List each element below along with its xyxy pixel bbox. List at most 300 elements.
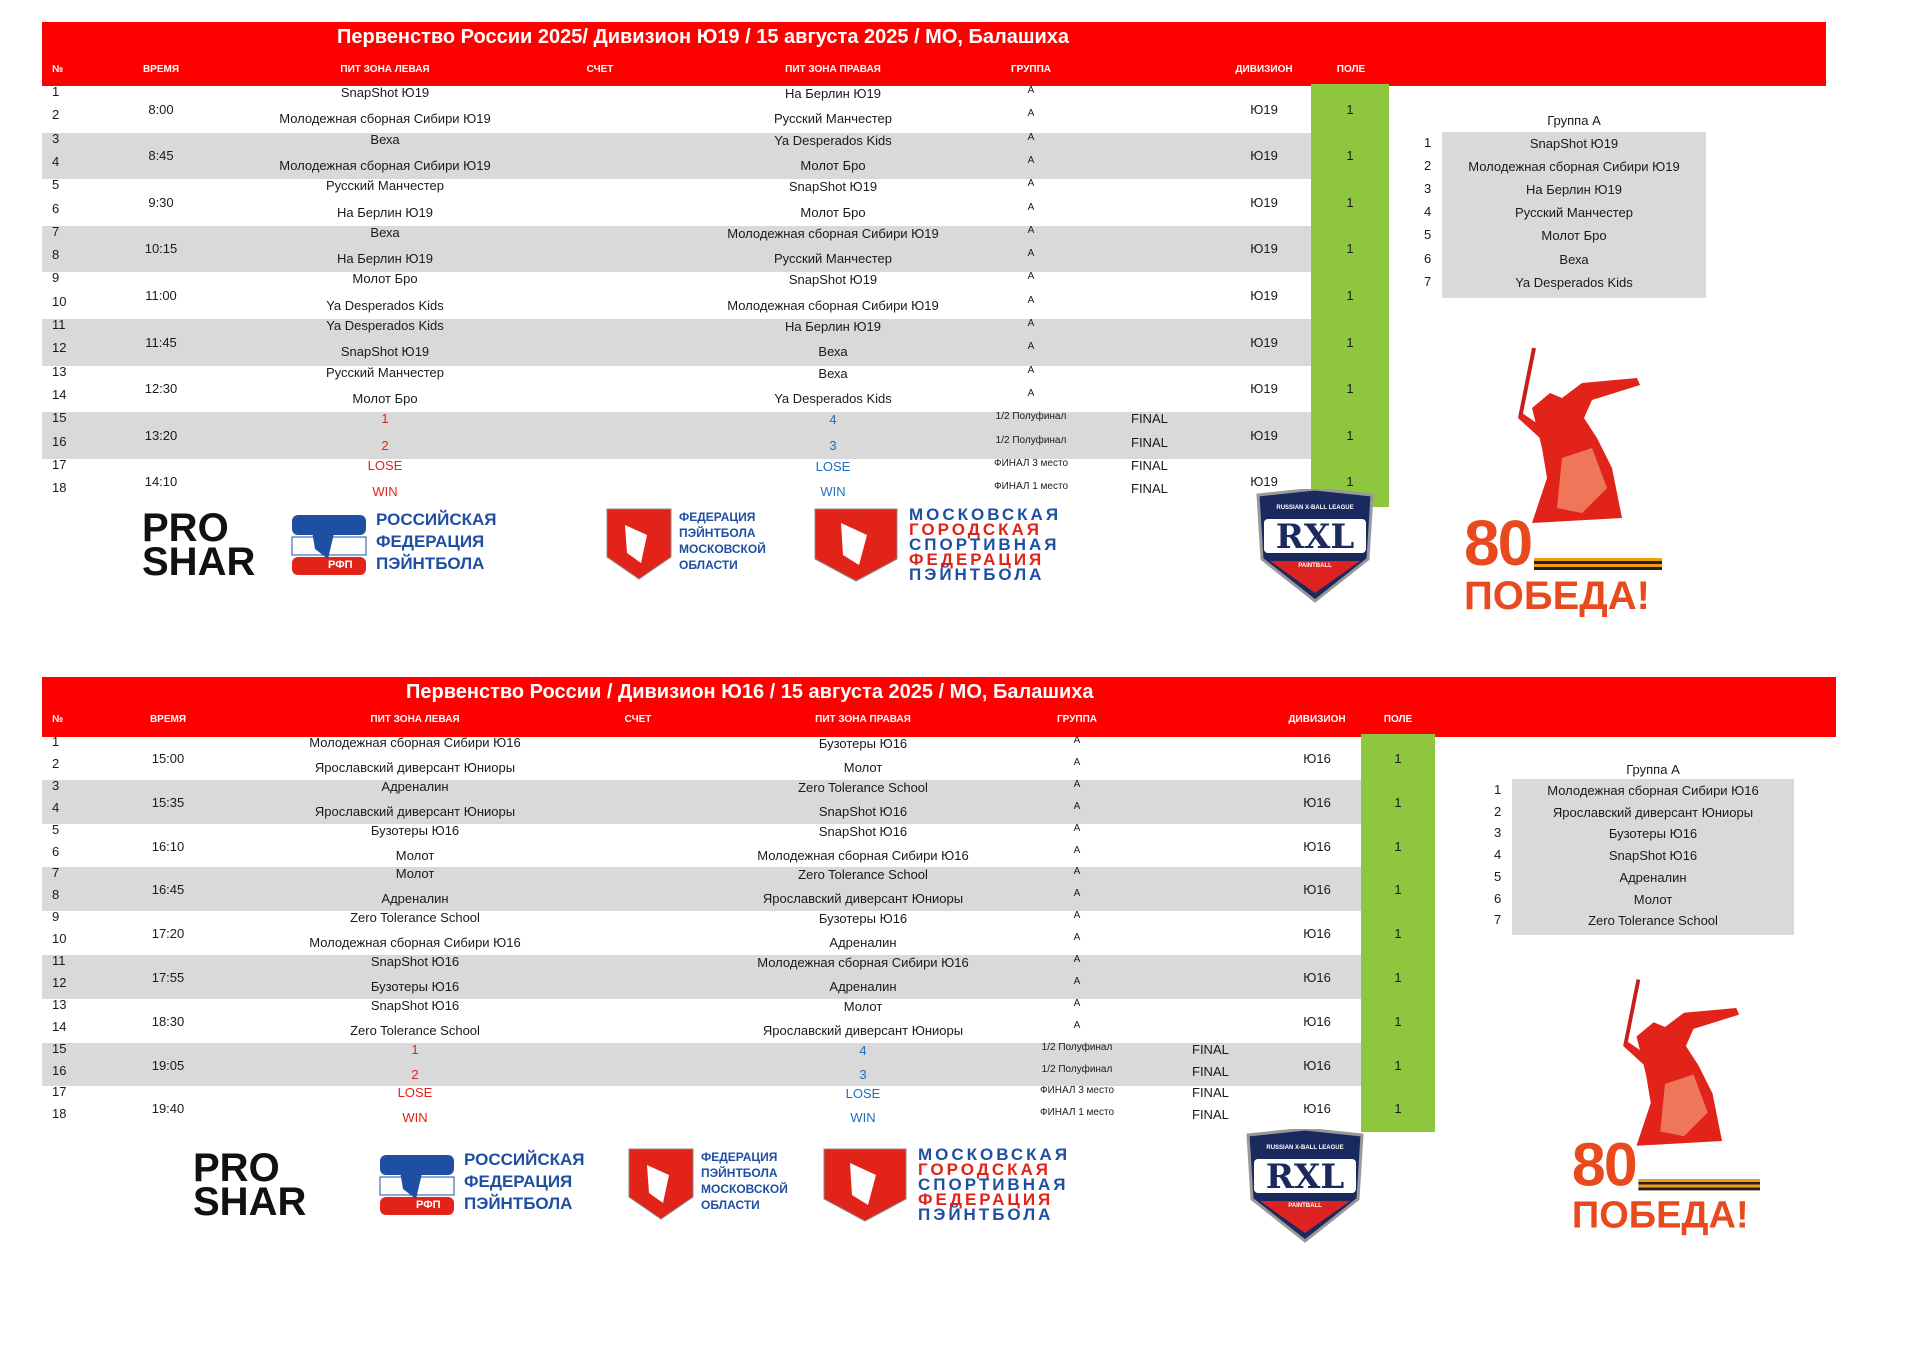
team-right: LOSE: [845, 1086, 881, 1102]
team-left: Молодежная сборная Сибири Ю19: [279, 111, 491, 127]
group-team-name: SnapShot Ю16: [1608, 848, 1698, 864]
group-label: A: [1027, 387, 1035, 399]
field-number: 1: [1394, 1013, 1402, 1029]
match-time: 16:10: [151, 838, 185, 854]
row-number: 10: [52, 931, 67, 947]
team-right: Молот Бро: [800, 157, 866, 173]
group-label: A: [1027, 224, 1035, 236]
team-right: Ярославский диверсант Юниоры: [762, 891, 964, 907]
moscow-line2: ГОРОДСКАЯ: [918, 1160, 1052, 1179]
team-right: Адреналин: [829, 935, 897, 951]
group-team-name: Молодежная сборная Сибири Ю16: [1547, 783, 1759, 798]
mo-line4: ОБЛАСТИ: [701, 1198, 760, 1212]
column-header-division: ДИВИЗИОН: [1288, 714, 1346, 725]
match-time: 11:00: [145, 288, 177, 304]
team-left: Русский Манчестер: [325, 178, 445, 194]
row-number: 3: [52, 130, 60, 146]
group-label: ФИНАЛ 1 место: [1039, 1107, 1115, 1119]
team-right: SnapShot Ю16: [818, 823, 908, 839]
rfp-line3: ПЭЙНТБОЛА: [376, 554, 485, 573]
group-team-name: Ya Desperados Kids: [1515, 274, 1633, 290]
match-time: 12:30: [144, 381, 178, 397]
match-time: 19:40: [151, 1101, 185, 1117]
team-left: Адреналин: [381, 891, 449, 907]
row-number: 12: [52, 340, 67, 356]
match-time: 17:55: [151, 969, 185, 985]
row-number: 8: [52, 247, 60, 263]
mo-federation-name: [701, 1149, 788, 1213]
team-right: 3: [859, 1066, 867, 1082]
row-number: 13: [52, 363, 67, 379]
victory-word: ПОБЕДА!: [1571, 1194, 1749, 1236]
group-team-name: Zero Tolerance School: [1588, 913, 1718, 929]
group-label: 1/2 Полуфинал: [995, 434, 1067, 446]
row-number: 9: [52, 270, 60, 286]
group-team-number: 5: [1494, 868, 1502, 884]
team-right: 4: [829, 412, 837, 428]
row-number: 15: [52, 410, 67, 426]
rxl-main: RXL: [1265, 1157, 1345, 1197]
team-left: Молот Бро: [352, 390, 418, 406]
moscow-line1: МОСКОВСКАЯ: [918, 1145, 1071, 1164]
group-label: 1/2 Полуфинал: [1041, 1063, 1113, 1075]
team-left: LOSE: [367, 457, 403, 473]
mo-line1: ФЕДЕРАЦИЯ: [679, 510, 756, 524]
row-number: 7: [52, 865, 60, 881]
match-time: 15:35: [151, 794, 185, 810]
rfp-badge: РФП: [328, 559, 353, 571]
row-number: 1: [52, 84, 60, 99]
match-time: 19:05: [151, 1057, 185, 1073]
match-division: Ю16: [1303, 750, 1331, 766]
group-label: A: [1027, 85, 1035, 96]
team-right: Веха: [818, 365, 848, 381]
group-label: A: [1073, 822, 1081, 834]
rxl-bottom: PAINTBALL: [1298, 563, 1332, 569]
row-number: 5: [52, 177, 60, 193]
row-number: 17: [52, 456, 67, 472]
match-division: Ю19: [1250, 381, 1278, 397]
match-time: 15:00: [151, 750, 185, 766]
field-number: 1: [1394, 794, 1402, 810]
row-number: 18: [52, 480, 67, 496]
match-division: Ю16: [1303, 1057, 1331, 1073]
final-label: FINAL: [1131, 434, 1168, 450]
team-right: Молодежная сборная Сибири Ю16: [757, 955, 969, 970]
field-number: 1: [1394, 882, 1402, 898]
rxl-bottom: PAINTBALL: [1288, 1203, 1322, 1209]
final-label: FINAL: [1192, 1107, 1229, 1123]
team-right: 4: [859, 1042, 867, 1058]
group-label: A: [1027, 341, 1035, 353]
team-right: Ya Desperados Kids: [774, 390, 892, 406]
team-right: WIN: [820, 484, 846, 500]
group-label: A: [1027, 131, 1035, 143]
final-label: FINAL: [1131, 481, 1168, 497]
group-label: A: [1073, 997, 1081, 1009]
rfp-line1: РОССИЙСКАЯ: [464, 1150, 585, 1169]
moscow-federation-logo: [822, 1145, 1071, 1228]
team-left: Молодежная сборная Сибири Ю19: [279, 157, 491, 173]
team-left: Веха: [370, 224, 400, 240]
row-number: 2: [52, 107, 60, 123]
field-number: 1: [1394, 838, 1402, 854]
proshar-line2: SHAR: [142, 540, 256, 584]
row-number: 1: [52, 734, 60, 749]
victory-number: 80: [1464, 507, 1532, 579]
column-header-score: СЧЕТ: [586, 64, 614, 75]
group-label: A: [1027, 154, 1035, 166]
field-number: 1: [1346, 334, 1354, 350]
group-label: A: [1073, 844, 1081, 856]
page-title: Первенство России 2025/ Дивизион Ю19 / 15 августа 2025 / МО, Балашиха: [337, 26, 1070, 48]
group-team-number: 6: [1494, 890, 1502, 906]
group-label: A: [1027, 108, 1035, 120]
team-right: Адреналин: [829, 978, 897, 994]
match-division: Ю16: [1303, 838, 1331, 854]
group-label: ФИНАЛ 3 место: [1039, 1085, 1115, 1097]
group-label: A: [1027, 364, 1035, 376]
row-number: 10: [52, 293, 67, 309]
row-number: 6: [52, 843, 60, 859]
mo-line2: ПЭЙНТБОЛА: [679, 526, 756, 540]
match-band: [42, 1040, 1361, 1087]
match-division: Ю19: [1250, 288, 1278, 304]
row-number: 16: [52, 433, 67, 449]
motherland-statue-icon: [1570, 970, 1770, 1151]
row-number: 7: [52, 223, 60, 239]
final-label: FINAL: [1192, 1041, 1229, 1057]
group-team-number: 7: [1424, 273, 1432, 289]
team-left: 2: [411, 1066, 419, 1082]
group-team-number: 1: [1424, 135, 1432, 150]
field-number: 1: [1346, 241, 1354, 257]
team-right: SnapShot Ю19: [788, 272, 878, 288]
match-division: Ю16: [1303, 926, 1331, 942]
group-label: A: [1027, 318, 1035, 329]
row-number: 12: [52, 974, 67, 990]
row-number: 4: [52, 153, 60, 169]
team-left: LOSE: [397, 1085, 433, 1101]
mo-line2: ПЭЙНТБОЛА: [701, 1166, 778, 1180]
group-label: A: [1027, 178, 1035, 190]
column-header-field: ПОЛЕ: [1383, 714, 1413, 725]
row-number: 11: [52, 953, 66, 968]
victory-80-logo: [1570, 970, 1770, 1246]
row-number: 18: [52, 1106, 67, 1122]
moscow-line1: МОСКОВСКАЯ: [909, 505, 1062, 524]
group-label: A: [1027, 248, 1035, 260]
match-band: [42, 867, 1361, 911]
column-header-field: ПОЛЕ: [1336, 64, 1366, 75]
group-team-name: Русский Манчестер: [1514, 205, 1634, 221]
page-title: Первенство России / Дивизион Ю16 / 15 августа 2025 / МО, Балашиха: [406, 681, 1094, 703]
team-right: Ya Desperados Kids: [774, 132, 892, 148]
group-label: ФИНАЛ 3 место: [993, 457, 1069, 469]
match-division: Ю19: [1250, 427, 1278, 443]
match-time: 10:15: [144, 241, 178, 257]
final-label: FINAL: [1131, 411, 1168, 427]
column-header-left: ПИТ ЗОНА ЛЕВАЯ: [370, 714, 460, 725]
group-label: A: [1073, 735, 1081, 746]
group-team-number: 7: [1494, 912, 1502, 928]
field-number: 1: [1346, 101, 1354, 117]
final-label: FINAL: [1131, 457, 1168, 473]
rfp-line3: ПЭЙНТБОЛА: [464, 1194, 573, 1213]
group-team-number: 3: [1424, 181, 1432, 197]
match-time: 8:00: [148, 101, 174, 117]
team-right: Zero Tolerance School: [798, 779, 928, 795]
rfp-line1: РОССИЙСКАЯ: [376, 510, 497, 529]
team-left: Ярославский диверсант Юниоры: [314, 803, 516, 819]
match-time: 11:45: [145, 334, 177, 350]
match-band: [42, 955, 1361, 999]
match-division: Ю19: [1250, 194, 1278, 210]
team-left: Русский Манчестер: [325, 364, 445, 380]
column-header-time: ВРЕМЯ: [142, 64, 180, 75]
column-header-score: СЧЕТ: [624, 714, 652, 725]
team-left: Ya Desperados Kids: [326, 318, 444, 333]
final-label: FINAL: [1192, 1063, 1229, 1079]
team-right: Молот: [843, 759, 883, 775]
moscow-line3: СПОРТИВНАЯ: [909, 535, 1060, 554]
team-left: Молот Бро: [352, 271, 418, 287]
mo-shield-icon: [627, 1147, 695, 1221]
group-team-number: 4: [1424, 204, 1432, 220]
field-number: 1: [1346, 381, 1354, 397]
group-title: Группа А: [1547, 113, 1601, 128]
row-number: 2: [52, 755, 60, 771]
team-right: Веха: [818, 344, 848, 360]
moscow-line3: СПОРТИВНАЯ: [918, 1175, 1069, 1194]
column-header-right: ПИТ ЗОНА ПРАВАЯ: [785, 64, 881, 75]
proshar-line2: SHAR: [193, 1180, 307, 1224]
team-left: WIN: [372, 484, 398, 500]
moscow-line5: ПЭЙНТБОЛА: [918, 1205, 1054, 1224]
column-header-group: ГРУППА: [1010, 64, 1052, 75]
group-label: A: [1027, 201, 1035, 213]
team-left: 1: [381, 411, 389, 427]
moscow-federation-name: [918, 1147, 1070, 1222]
proshar-line1: PRO: [193, 1146, 280, 1190]
mo-line4: ОБЛАСТИ: [679, 558, 738, 572]
team-left: 2: [381, 437, 389, 453]
match-time: 8:45: [148, 148, 174, 164]
rfp-name: [464, 1149, 584, 1215]
moscow-shield-icon: [822, 1147, 908, 1223]
moscow-line2: ГОРОДСКАЯ: [909, 520, 1043, 539]
group-team-name: SnapShot Ю19: [1529, 136, 1619, 151]
match-division: Ю19: [1250, 148, 1278, 164]
group-label: 1/2 Полуфинал: [1041, 1041, 1113, 1053]
row-number: 14: [52, 386, 67, 402]
group-label: A: [1027, 271, 1035, 283]
field-number: 1: [1394, 750, 1402, 766]
column-header-group: ГРУППА: [1056, 714, 1098, 725]
moscow-line4: ФЕДЕРАЦИЯ: [918, 1190, 1054, 1209]
row-number: 16: [52, 1062, 67, 1078]
match-division: Ю19: [1250, 101, 1278, 117]
rfp-logo: [378, 1149, 585, 1226]
team-right: Русский Манчестер: [773, 251, 893, 267]
match-division: Ю16: [1303, 1101, 1331, 1117]
group-team-name: На Берлин Ю19: [1525, 182, 1623, 198]
group-team-name: Молодежная сборная Сибири Ю19: [1468, 159, 1680, 175]
row-number: 6: [52, 200, 60, 216]
team-right: Бузотеры Ю16: [818, 911, 908, 927]
match-division: Ю19: [1250, 474, 1278, 490]
match-band: [42, 777, 1361, 824]
team-left: Молот: [395, 866, 435, 882]
field-number: 1: [1346, 427, 1354, 443]
group-label: A: [1073, 756, 1081, 768]
team-left: Бузотеры Ю16: [370, 978, 460, 994]
group-team-name: Молот Бро: [1541, 228, 1607, 244]
rfp-badge: РФП: [416, 1199, 441, 1211]
field-number: 1: [1346, 194, 1354, 210]
group-label: ФИНАЛ 1 место: [993, 481, 1069, 493]
team-left: Молодежная сборная Сибири Ю16: [309, 935, 521, 951]
team-right: LOSE: [815, 458, 851, 474]
group-team-name: Бузотеры Ю16: [1608, 826, 1698, 842]
group-label: A: [1073, 954, 1081, 965]
moscow-line5: ПЭЙНТБОЛА: [909, 565, 1045, 584]
group-label: A: [1073, 888, 1081, 900]
group-team-number: 1: [1494, 782, 1502, 797]
group-team-name: Веха: [1559, 251, 1589, 267]
group-team-number: 5: [1424, 227, 1432, 243]
header-banner: [42, 677, 1836, 737]
rxl-main: RXL: [1275, 517, 1355, 557]
team-left: SnapShot Ю16: [370, 997, 460, 1013]
rfp-line2: ФЕДЕРАЦИЯ: [464, 1172, 573, 1191]
team-right: Бузотеры Ю16: [818, 736, 908, 751]
team-left: 1: [411, 1041, 419, 1057]
match-time: 13:20: [144, 427, 178, 443]
group-team-number: 3: [1494, 825, 1502, 841]
field-number: 1: [1394, 969, 1402, 985]
group-team-number: 2: [1494, 803, 1502, 819]
field-number: 1: [1346, 148, 1354, 164]
team-right: На Берлин Ю19: [784, 86, 882, 101]
team-right: Русский Манчестер: [773, 111, 893, 127]
team-left: На Берлин Ю19: [336, 251, 434, 267]
team-left: SnapShot Ю19: [340, 344, 430, 360]
team-right: SnapShot Ю19: [788, 179, 878, 195]
team-right: Молот Бро: [800, 204, 866, 220]
group-label: A: [1073, 800, 1081, 812]
column-header-right: ПИТ ЗОНА ПРАВАЯ: [815, 714, 911, 725]
match-time: 18:30: [151, 1013, 185, 1029]
row-number: 17: [52, 1084, 67, 1100]
row-number: 15: [52, 1040, 67, 1056]
team-left: SnapShot Ю16: [370, 954, 460, 969]
column-header-division: ДИВИЗИОН: [1235, 64, 1293, 75]
group-label: 1/2 Полуфинал: [995, 411, 1067, 423]
group-label: A: [1073, 975, 1081, 987]
group-title: Группа А: [1626, 762, 1680, 777]
match-division: Ю16: [1303, 969, 1331, 985]
team-right: Молодежная сборная Сибири Ю16: [757, 847, 969, 863]
group-label: A: [1027, 294, 1035, 306]
column-header-num: №: [52, 64, 64, 75]
row-number: 14: [52, 1018, 67, 1034]
team-right: Ярославский диверсант Юниоры: [762, 1022, 964, 1038]
row-number: 11: [52, 317, 66, 332]
row-number: 9: [52, 909, 60, 925]
match-division: Ю19: [1250, 241, 1278, 257]
row-number: 8: [52, 887, 60, 903]
team-right: SnapShot Ю16: [818, 803, 908, 819]
match-division: Ю16: [1303, 794, 1331, 810]
group-team-name: Молот: [1633, 891, 1673, 907]
team-right: WIN: [850, 1110, 876, 1126]
column-header-left: ПИТ ЗОНА ЛЕВАЯ: [340, 64, 430, 75]
match-time: 9:30: [148, 194, 174, 210]
victory-word: ПОБЕДА!: [1464, 574, 1650, 618]
group-label: A: [1073, 910, 1081, 922]
team-left: Zero Tolerance School: [350, 910, 480, 926]
team-left: Адреналин: [381, 778, 449, 794]
group-label: A: [1073, 866, 1081, 878]
group-label: A: [1073, 1019, 1081, 1031]
row-number: 13: [52, 996, 67, 1012]
proshar-logo: [193, 1146, 307, 1224]
final-label: FINAL: [1192, 1085, 1229, 1101]
row-number: 5: [52, 821, 60, 837]
field-number: 1: [1394, 926, 1402, 942]
team-left: Веха: [370, 131, 400, 147]
rfp-line2: ФЕДЕРАЦИЯ: [376, 532, 485, 551]
team-right: Молодежная сборная Сибири Ю19: [727, 225, 939, 241]
team-left: SnapShot Ю19: [340, 85, 430, 100]
team-left: Ya Desperados Kids: [326, 297, 444, 313]
team-left: Ярославский диверсант Юниоры: [314, 759, 516, 775]
mo-line3: МОСКОВСКОЙ: [701, 1182, 788, 1196]
column-header-num: №: [52, 714, 64, 725]
group-team-number: 6: [1424, 250, 1432, 266]
match-time: 16:45: [151, 882, 185, 898]
team-left: Молот: [395, 847, 435, 863]
team-left: Молодежная сборная Сибири Ю16: [309, 735, 521, 750]
team-right: 3: [829, 437, 837, 453]
proshar-line1: PRO: [142, 506, 229, 550]
column-header-time: ВРЕМЯ: [149, 714, 187, 725]
group-team-number: 2: [1424, 158, 1432, 174]
victory-number: 80: [1571, 1130, 1636, 1199]
team-left: WIN: [402, 1110, 428, 1126]
match-division: Ю16: [1303, 1013, 1331, 1029]
group-team-name: Ярославский диверсант Юниоры: [1552, 804, 1754, 820]
group-label: A: [1073, 932, 1081, 944]
group-team-name: Адреналин: [1619, 869, 1687, 885]
rxl-logo: [1240, 1129, 1370, 1250]
field-number: 1: [1394, 1057, 1402, 1073]
mo-line1: ФЕДЕРАЦИЯ: [701, 1150, 778, 1164]
group-label: A: [1073, 778, 1081, 790]
group-team-number: 4: [1494, 847, 1502, 863]
match-division: Ю16: [1303, 882, 1331, 898]
team-right: На Берлин Ю19: [784, 319, 882, 334]
field-number: 1: [1346, 474, 1354, 490]
match-time: 14:10: [144, 474, 178, 490]
match-time: 17:20: [151, 926, 185, 942]
team-left: Zero Tolerance School: [350, 1022, 480, 1038]
mo-federation-logo: [627, 1147, 788, 1226]
st-george-ribbon: [1638, 1179, 1760, 1190]
team-left: На Берлин Ю19: [336, 204, 434, 220]
field-number: 1: [1346, 288, 1354, 304]
